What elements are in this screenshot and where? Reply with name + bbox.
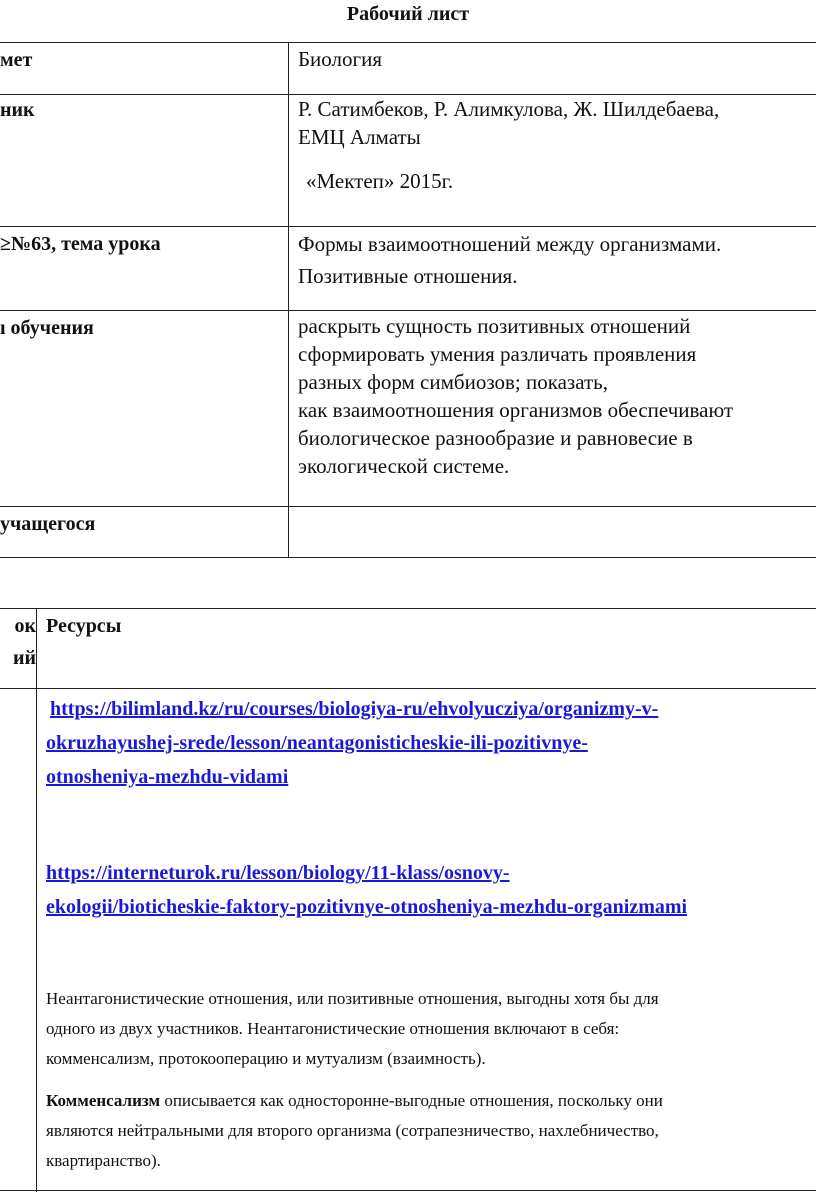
link-line: okruzhayushej-srede/lesson/neantagonisticheskie-ili-pozitivnye- — [46, 732, 588, 754]
textbook-value — [298, 95, 816, 195]
bilimland-link-cont[interactable] — [46, 726, 816, 794]
lesson-topic-value — [298, 228, 816, 292]
paragraph-line — [46, 1086, 816, 1116]
textbook-value-line: Р. Сатимбеков, Р. Алимкулова, Ж. Шилдебаева, — [298, 97, 720, 121]
textbook-publisher: «Мектеп» 2015г. — [306, 169, 454, 193]
learning-goals-label: ı обучения — [0, 317, 94, 339]
info-table — [0, 42, 816, 558]
learning-goals-line: экологической системе. — [298, 454, 510, 478]
subject-value — [298, 45, 816, 73]
subject-value-line: Биология — [298, 47, 383, 71]
lesson-topic-line: Позитивные отношения. — [298, 264, 518, 288]
link-line: ekologii/bioticheskie-faktory-pozitivnye-otnosheniya-mezhdu-organizmami — [46, 896, 688, 918]
link-line: otnosheniya-mezhdu-vidami — [46, 766, 289, 788]
subject-label: мет — [0, 49, 33, 71]
paragraph-line: квартиранство). — [46, 1151, 161, 1170]
table-border — [0, 608, 816, 609]
table-border — [0, 226, 816, 227]
stage-header-line: ий — [12, 647, 36, 669]
lesson-topic-line: Формы взаимоотношений между организмами. — [298, 232, 722, 256]
table-border — [36, 608, 37, 1192]
paragraph-commensalism — [46, 1086, 816, 1176]
table-border — [0, 506, 816, 507]
resources-header: Ресурсы — [46, 615, 122, 637]
learning-goals-line: раскрыть сущность позитивных отношений — [298, 314, 691, 338]
worksheet-title: Рабочий лист — [346, 3, 470, 25]
learning-goals-line: биологическое разнообразие и равновесие в — [298, 426, 693, 450]
paragraph-intro — [46, 984, 816, 1074]
table-border — [0, 42, 816, 43]
table-border — [0, 1190, 816, 1191]
table-border — [0, 557, 816, 558]
paragraph-line: Неантагонистические отношения, или позитивные отношения, выгодны хотя бы для — [46, 989, 659, 1008]
lesson-topic-label: ≥№63, тема урока — [0, 233, 161, 255]
learning-goals-value — [298, 312, 816, 480]
link-line: https://bilimland.kz/ru/courses/biologiya-ru/ehvolyucziya/organizmy-v- — [50, 698, 659, 720]
paragraph-line: одного из двух участников. Неантагонистические отношения включают в себя: — [46, 1019, 620, 1038]
paragraph-line: комменсализм, протокооперацию и мутуализм (взаимность). — [46, 1049, 486, 1068]
learning-goals-line: сформировать умения различать проявления — [298, 342, 697, 366]
stage-header-line: ок — [14, 615, 36, 637]
student-label: учащегося — [0, 513, 96, 535]
link-line: https://interneturok.ru/lesson/biology/11-klass/osnovy- — [46, 862, 510, 884]
table-border — [0, 310, 816, 311]
learning-goals-line: как взаимоотношения организмов обеспечивают — [298, 398, 734, 422]
textbook-label: ник — [0, 99, 35, 121]
table-border — [0, 688, 816, 689]
resources-table — [0, 608, 816, 1192]
learning-goals-line: разных форм симбиозов; показать, — [298, 370, 609, 394]
textbook-value-line: ЕМЦ Алматы — [298, 125, 421, 149]
paragraph-text: описывается как односторонне-выгодные отношения, поскольку они — [160, 1091, 663, 1110]
bilimland-link[interactable] — [46, 692, 816, 726]
paragraph-line: являются нейтральными для второго организма (сотрапезничество, нахлебничество, — [46, 1121, 659, 1140]
term-commensalism: Комменсализм — [46, 1091, 161, 1110]
interneturok-link[interactable] — [46, 856, 816, 924]
